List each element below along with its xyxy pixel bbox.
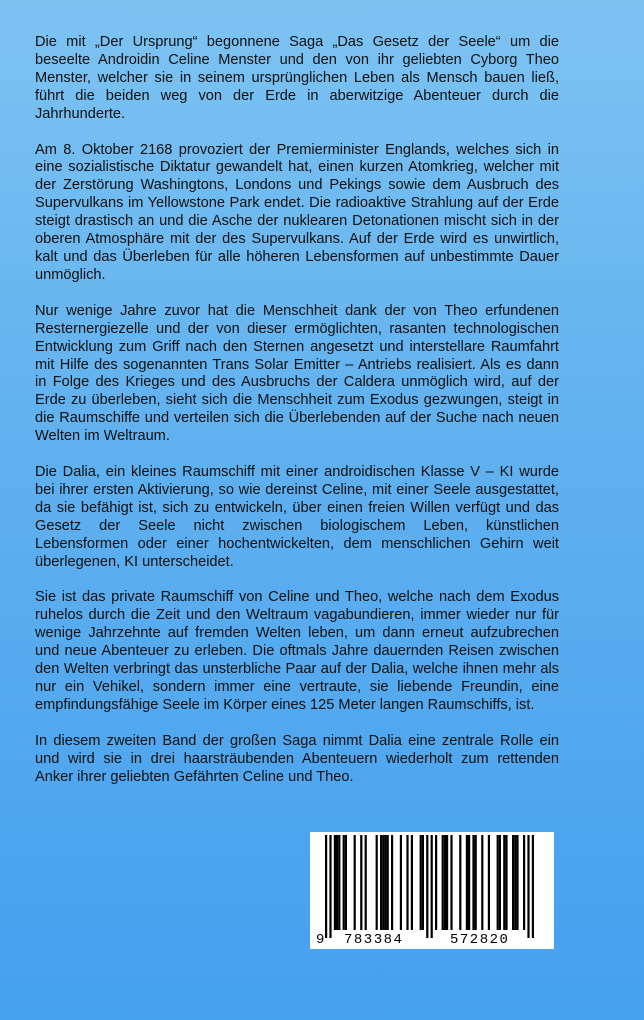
barcode-bar	[516, 835, 518, 930]
barcode-bar	[475, 835, 477, 930]
barcode-bar	[343, 835, 345, 930]
barcode-bar	[384, 835, 386, 930]
barcode-bar	[503, 835, 505, 930]
barcode-guard-bar	[431, 835, 433, 938]
barcode-guard-bar	[532, 835, 534, 938]
blurb-paragraph: Die mit „Der Ursprung“ begonnene Saga „Das Gesetz der Seele“ um die beseelte Androidin Celine Menster und den von ihr geliebten Cyborg Theo Menster, welcher sie in seinem ursprünglichen Leben als Mensch bauen ließ, führt die beiden weg von der Erde in aberwitzige Abenteuer durch die Jahrhunderte.	[35, 34, 559, 122]
isbn-right-group: 572820	[450, 932, 510, 948]
barcode-bar	[345, 835, 347, 930]
barcode-bar	[488, 835, 490, 930]
blurb-paragraph: Am 8. Oktober 2168 provoziert der Premierminister Englands, welches sich in eine sozialistische Diktatur gewandelt hat, einen kurzen Atomkrieg, welcher mit der Zerstörung Washingtons, Londons und Pekings sowie dem Ausbruch des Supervulkans im Yellowstone Park endet. Die radioaktive Strahlung auf der Erde steigt drastisch an und die Asche der nuklearen Detonationen mischt sich in der oberen Atmosphäre mit der des Supervulkans. Auf der Erde wird es unwirtlich, kalt und das Überleben für alle höheren Lebensformen auf unbestimmte Dauer unmöglich.	[35, 141, 559, 283]
barcode-bar	[512, 835, 514, 930]
barcode-bar	[435, 835, 437, 930]
blurb-text	[35, 34, 559, 805]
barcode-bar	[380, 835, 382, 930]
barcode-bar	[459, 835, 461, 930]
barcode-bar	[360, 835, 362, 930]
barcode-bar	[450, 835, 452, 930]
barcode-bar	[420, 835, 422, 930]
isbn-left-group: 783384	[344, 932, 404, 948]
isbn-lead-digit: 9	[316, 932, 325, 948]
barcode-bar	[468, 835, 470, 930]
barcode-guard-bar	[527, 835, 529, 938]
blurb-paragraph: Die Dalia, ein kleines Raumschiff mit einer androidischen Klasse V – KI wurde bei ihrer ersten Aktivierung, so wie dereinst Celine, mit einer Seele ausgestattet, da sie befähigt ist, sich zu entwickeln, über einen freien Willen verfügt und das Gesetz der Seele nicht zwischen biologischem Leben, künstlichen Lebensformen oder einer hochentwickelten, dem menschlichen Gehirn weit überlegenen, KI unterscheidet.	[35, 464, 559, 570]
barcode-bar	[523, 835, 525, 930]
barcode-guard-bar	[426, 835, 428, 938]
barcode-bar	[422, 835, 424, 930]
barcode-bar	[365, 835, 367, 930]
barcode-bar	[336, 835, 338, 930]
barcode-bar	[444, 835, 446, 930]
isbn-number	[310, 932, 554, 948]
barcode-bar	[334, 835, 336, 930]
barcode-guard-bar	[329, 835, 331, 938]
barcode-bar	[391, 835, 393, 930]
barcode-bar	[481, 835, 483, 930]
barcode-guard-bar	[325, 835, 327, 938]
barcode-bar	[387, 835, 389, 930]
barcode-bar	[406, 835, 408, 930]
barcode-bar	[382, 835, 384, 930]
barcode-bar	[446, 835, 448, 930]
barcode-bar	[497, 835, 499, 930]
barcode-bar	[472, 835, 474, 930]
barcode-bar	[505, 835, 507, 930]
barcode-bar	[514, 835, 516, 930]
isbn-barcode	[310, 832, 554, 949]
barcode-bar	[338, 835, 340, 930]
barcode-bar	[400, 835, 402, 930]
blurb-paragraph: Sie ist das private Raumschiff von Celine und Theo, welche nach dem Exodus ruhelos durch die Zeit und den Weltraum vagabundieren, immer wieder nur für wenige Jahrzehnte auf fremden Welten leben, um dann erneut aufzubrechen und neue Abenteuer zu erleben. Die oftmals Jahre dauernden Reisen zwischen den Welten verbringt das unsterbliche Paar auf der Dalia, welche ihnen mehr als nur ein Vehikel, sondern immer eine vertraute, sie liebende Freundin, eine empfindungsfähige Seele im Körper eines 125 Meter langen Raumschiffs, ist.	[35, 589, 559, 713]
barcode-bar	[442, 835, 444, 930]
blurb-paragraph: Nur wenige Jahre zuvor hat die Menschheit dank der von Theo erfundenen Resternergiezelle und der von dieser ermöglichten, rasanten technologischen Entwicklung zum Griff nach den Sternen angesetzt und interstellare Raumfahrt mit Hilfe des sogenannten Trans Solar Emitter – Antriebs realisiert. Als es dann in Folge des Krieges und des Ausbruchs der Caldera unmöglich wird, auf der Erde zu überleben, sieht sich die Menschheit zum Exodus gezwungen, steigt in die Raumschiffe und verteilen sich die Überlebenden auf der Suche nach neuen Welten im Weltraum.	[35, 302, 559, 445]
barcode-bar	[354, 835, 356, 930]
blurb-paragraph: In diesem zweiten Band der großen Saga nimmt Dalia eine zentrale Rolle ein und wird sie in drei haarsträubenden Abenteuern wiederholt zum rettenden Anker ihrer geliebten Gefährten Celine und Theo.	[35, 732, 559, 785]
barcode-bar	[499, 835, 501, 930]
barcode-bar	[376, 835, 378, 930]
barcode-bar	[411, 835, 413, 930]
barcode-bar	[466, 835, 468, 930]
